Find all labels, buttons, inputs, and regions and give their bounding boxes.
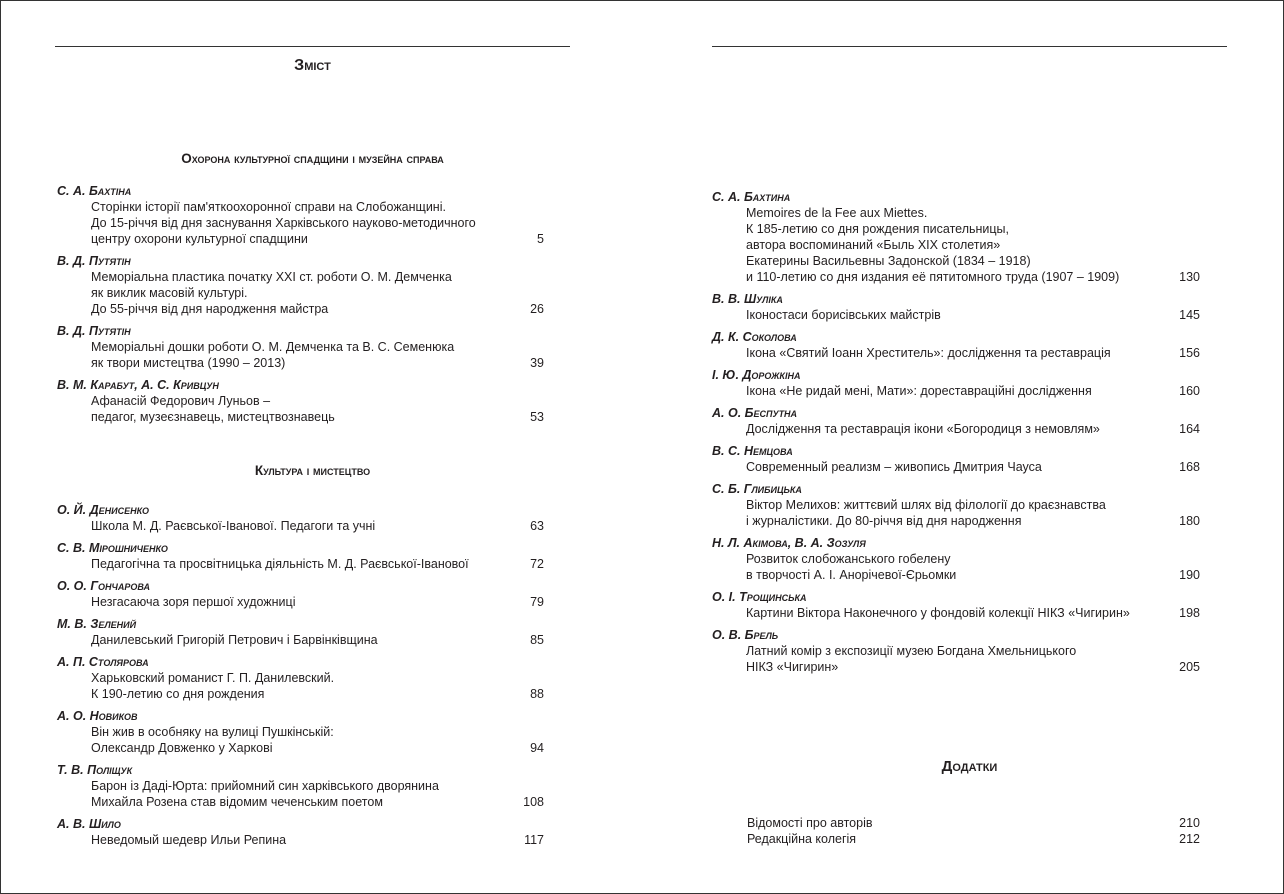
section-heading: Додатки: [941, 758, 998, 775]
entry-title-line: и 110-летию со дня издания её пятитомного труда (1907 – 1909): [746, 270, 1120, 284]
entry-author: І. Ю. Дорожкіна: [712, 368, 801, 382]
entry-title: [746, 497, 1150, 529]
toc-section-culture: [57, 502, 544, 854]
entry-page-number: 190: [1179, 568, 1200, 582]
entry-author: С. Б. Глибицька: [712, 482, 802, 496]
toc-entry[interactable]: [57, 377, 544, 425]
entry-page-number: 160: [1179, 384, 1200, 398]
page-title: Зміст: [294, 57, 331, 74]
entry-page-number: 117: [524, 833, 544, 847]
entry-title-line: як твори мистецтва (1990 – 2013): [91, 356, 286, 370]
entry-author: А. О. Новиков: [57, 709, 138, 723]
entry-body: [712, 383, 1200, 399]
top-rule: [712, 46, 1227, 47]
entry-title-line: Екатерины Васильевны Задонской (1834 – 1918): [746, 254, 1031, 268]
entry-author: С. А. Бахтіна: [57, 184, 132, 198]
entry-title-line: Меморіальна пластика початку XXI ст. роботи О. М. Демченка: [91, 270, 452, 284]
entry-title: [746, 345, 1150, 361]
entry-page-number: 168: [1179, 460, 1200, 474]
toc-entry[interactable]: [57, 540, 544, 572]
entry-author: О. В. Брель: [712, 628, 779, 642]
entry-author: В. С. Немцова: [712, 444, 793, 458]
left-page: [0, 0, 640, 894]
toc-entry[interactable]: [57, 502, 544, 534]
entry-body: [57, 632, 544, 648]
toc-continued: [712, 189, 1200, 681]
entry-body: [57, 339, 544, 371]
entry-title: [746, 383, 1150, 399]
toc-entry[interactable]: [57, 616, 544, 648]
entry-author: С. А. Бахтина: [712, 190, 791, 204]
toc-entry[interactable]: [712, 367, 1200, 399]
entry-title: [91, 339, 494, 371]
entry-page-number: 88: [530, 687, 544, 701]
entry-body: [57, 594, 544, 610]
toc-entry[interactable]: [712, 481, 1200, 529]
entry-title-line: Розвиток слобожанського гобелену: [746, 552, 951, 566]
entry-title-line: Михайла Розена став відомим чеченським поетом: [91, 795, 383, 809]
section-heading: Охорона культурної спадщини і музейна справа: [181, 151, 444, 166]
entry-title-line: Харьковский романист Г. П. Данилевский.: [91, 671, 335, 685]
entry-title-line: як виклик масовій культурі.: [91, 286, 248, 300]
entry-page-number: 26: [530, 302, 544, 316]
toc-entry[interactable]: [57, 183, 544, 247]
entry-title: [91, 670, 494, 702]
entry-title-line: Віктор Мелихов: життєвий шлях від філології до краєзнавства: [746, 498, 1106, 512]
appendix-item[interactable]: [747, 815, 1200, 831]
entry-author: О. І. Трощинська: [712, 590, 807, 604]
entry-page-number: 156: [1179, 346, 1200, 360]
appendix-item-label: Редакційна колегія: [747, 832, 857, 846]
entry-title: [746, 421, 1150, 437]
entry-title-line: Дослідження та реставрація ікони «Богородиця з немовлям»: [746, 422, 1100, 436]
entry-author: В. Д. Путятін: [57, 254, 131, 268]
appendix-item[interactable]: [747, 831, 1200, 847]
entry-body: [57, 832, 544, 848]
toc-entry[interactable]: [57, 762, 544, 810]
entry-author: Д. К. Соколова: [712, 330, 797, 344]
toc-entry[interactable]: [712, 291, 1200, 323]
entry-title: [91, 518, 494, 534]
appendix-page-number: 212: [1179, 832, 1200, 846]
entry-title: [91, 724, 494, 756]
entry-page-number: 53: [530, 410, 544, 424]
entry-title: [91, 594, 494, 610]
toc-entry[interactable]: [712, 443, 1200, 475]
entry-page-number: 63: [530, 519, 544, 533]
entry-title-line: НІКЗ «Чигирин»: [746, 660, 839, 674]
entry-title-line: Данилевський Григорій Петрович і Барвінківщина: [91, 633, 378, 647]
entry-body: [57, 778, 544, 810]
entry-page-number: 39: [530, 356, 544, 370]
entry-author: Т. В. Поліщук: [57, 763, 133, 777]
entry-title-line: Неведомый шедевр Ильи Репина: [91, 833, 287, 847]
entry-page-number: 145: [1179, 308, 1200, 322]
toc-entry[interactable]: [57, 578, 544, 610]
entry-title: [746, 205, 1150, 285]
entry-title: [746, 459, 1150, 475]
entry-body: [57, 518, 544, 534]
entry-body: [712, 307, 1200, 323]
entry-body: [57, 556, 544, 572]
entry-body: [712, 345, 1200, 361]
entry-body: [712, 643, 1200, 675]
entry-page-number: 79: [530, 595, 544, 609]
entry-title: [91, 393, 494, 425]
toc-entry[interactable]: [57, 816, 544, 848]
entry-title-line: Барон із Даді-Юрта: прийомний син харківського дворянина: [91, 779, 439, 793]
entry-title-line: педагог, музеєзнавець, мистецтвознавець: [91, 410, 335, 424]
toc-entry[interactable]: [57, 323, 544, 371]
toc-section-heritage: [57, 183, 544, 431]
right-page: [642, 0, 1284, 894]
entry-page-number: 180: [1179, 514, 1200, 528]
entry-author: Н. Л. Акімова, В. А. Зозуля: [712, 536, 866, 550]
entry-author: С. В. Мірошниченко: [57, 541, 168, 555]
entry-title-line: До 55-річчя від дня народження майстра: [91, 302, 329, 316]
toc-entry[interactable]: [712, 329, 1200, 361]
entry-title-line: і журналістики. До 80-річчя від дня народження: [746, 514, 1022, 528]
toc-entry[interactable]: [712, 189, 1200, 285]
entry-page-number: 85: [530, 633, 544, 647]
entry-author: В. В. Шуліка: [712, 292, 783, 306]
entry-author: В. М. Карабут, А. С. Кривцун: [57, 378, 219, 392]
entry-title: [91, 832, 494, 848]
entry-title: [746, 551, 1150, 583]
entry-body: [712, 497, 1200, 529]
toc-entry[interactable]: [712, 535, 1200, 583]
entry-author: М. В. Зелений: [57, 617, 137, 631]
entry-body: [57, 269, 544, 317]
entry-author: А. В. Шило: [57, 817, 121, 831]
entry-title-line: Незгасаюча зоря першої художниці: [91, 595, 296, 609]
entry-page-number: 198: [1179, 606, 1200, 620]
toc-entry[interactable]: [57, 654, 544, 702]
toc-entry[interactable]: [57, 708, 544, 756]
entry-title-line: Школа М. Д. Раєвської-Іванової. Педагоги та учні: [91, 519, 376, 533]
entry-author: В. Д. Путятін: [57, 324, 131, 338]
entry-body: [57, 393, 544, 425]
entry-page-number: 94: [530, 741, 544, 755]
entry-title-line: Современный реализм – живопись Дмитрия Чауса: [746, 460, 1042, 474]
entry-title: [91, 556, 494, 572]
entry-title-line: Латний комір з експозиції музею Богдана Хмельницького: [746, 644, 1077, 658]
toc-entry[interactable]: [712, 405, 1200, 437]
entry-body: [57, 199, 544, 247]
entry-author: А. О. Беспутна: [712, 406, 798, 420]
entry-title-line: К 190-летию со дня рождения: [91, 687, 265, 701]
entry-title-line: Іконостаси борисівських майстрів: [746, 308, 941, 322]
entry-title-line: Картини Віктора Наконечного у фондовій колекції НІКЗ «Чигирин»: [746, 606, 1130, 620]
entry-title-line: автора воспоминаний «Быль XIX столетия»: [746, 238, 1001, 252]
entry-page-number: 108: [523, 795, 544, 809]
entry-page-number: 130: [1179, 270, 1200, 284]
entry-title: [746, 605, 1150, 621]
entry-author: О. О. Гончарова: [57, 579, 151, 593]
entry-body: [712, 605, 1200, 621]
entry-title-line: центру охорони культурної спадщини: [91, 232, 308, 246]
entry-body: [712, 421, 1200, 437]
entry-title-line: Афанасій Федорович Луньов –: [91, 394, 271, 408]
entry-title-line: Педагогічна та просвітницька діяльність М. Д. Раєвської-Іванової: [91, 557, 469, 571]
entry-title-line: Меморіальні дошки роботи О. М. Демченка та В. С. Семенюка: [91, 340, 455, 354]
entry-page-number: 72: [530, 557, 544, 571]
entry-title-line: Ікона «Святий Іоанн Хреститель»: дослідження та реставрація: [746, 346, 1111, 360]
entry-body: [712, 459, 1200, 475]
entry-title-line: К 185-летию со дня рождения писательницы,: [746, 222, 1010, 236]
entry-page-number: 205: [1179, 660, 1200, 674]
entry-title: [91, 778, 494, 810]
top-rule: [55, 46, 570, 47]
entry-title: [746, 307, 1150, 323]
entry-author: О. Й. Денисенко: [57, 503, 150, 517]
entry-title-line: Олександр Довженко у Харкові: [91, 741, 273, 755]
entry-title-line: Memoires de la Fee aux Miettes.: [746, 206, 928, 220]
entry-title-line: Ікона «Не ридай мені, Мати»: дореставраційні дослідження: [746, 384, 1092, 398]
entry-page-number: 164: [1179, 422, 1200, 436]
entry-body: [712, 205, 1200, 285]
appendix-list: [747, 815, 1200, 847]
entry-title: [91, 269, 494, 317]
appendix-page-number: 210: [1179, 816, 1200, 830]
entry-title: [91, 199, 494, 247]
toc-entry[interactable]: [712, 627, 1200, 675]
entry-body: [57, 670, 544, 702]
entry-title-line: Він жив в особняку на вулиці Пушкінській:: [91, 725, 334, 739]
entry-body: [57, 724, 544, 756]
entry-author: А. П. Столярова: [57, 655, 149, 669]
toc-entry[interactable]: [712, 589, 1200, 621]
entry-title-line: в творчості А. І. Анорічевої-Єрьомки: [746, 568, 957, 582]
toc-entry[interactable]: [57, 253, 544, 317]
entry-page-number: 5: [537, 232, 544, 246]
entry-body: [712, 551, 1200, 583]
entry-title-line: До 15-річчя від дня заснування Харківського науково-методичного: [91, 216, 476, 230]
appendix-item-label: Відомості про авторів: [747, 816, 873, 830]
entry-title-line: Сторінки історії пам'яткоохоронної справи на Слобожанщині.: [91, 200, 446, 214]
entry-title: [746, 643, 1150, 675]
section-heading: Культура і мистецтво: [254, 463, 371, 478]
entry-title: [91, 632, 494, 648]
